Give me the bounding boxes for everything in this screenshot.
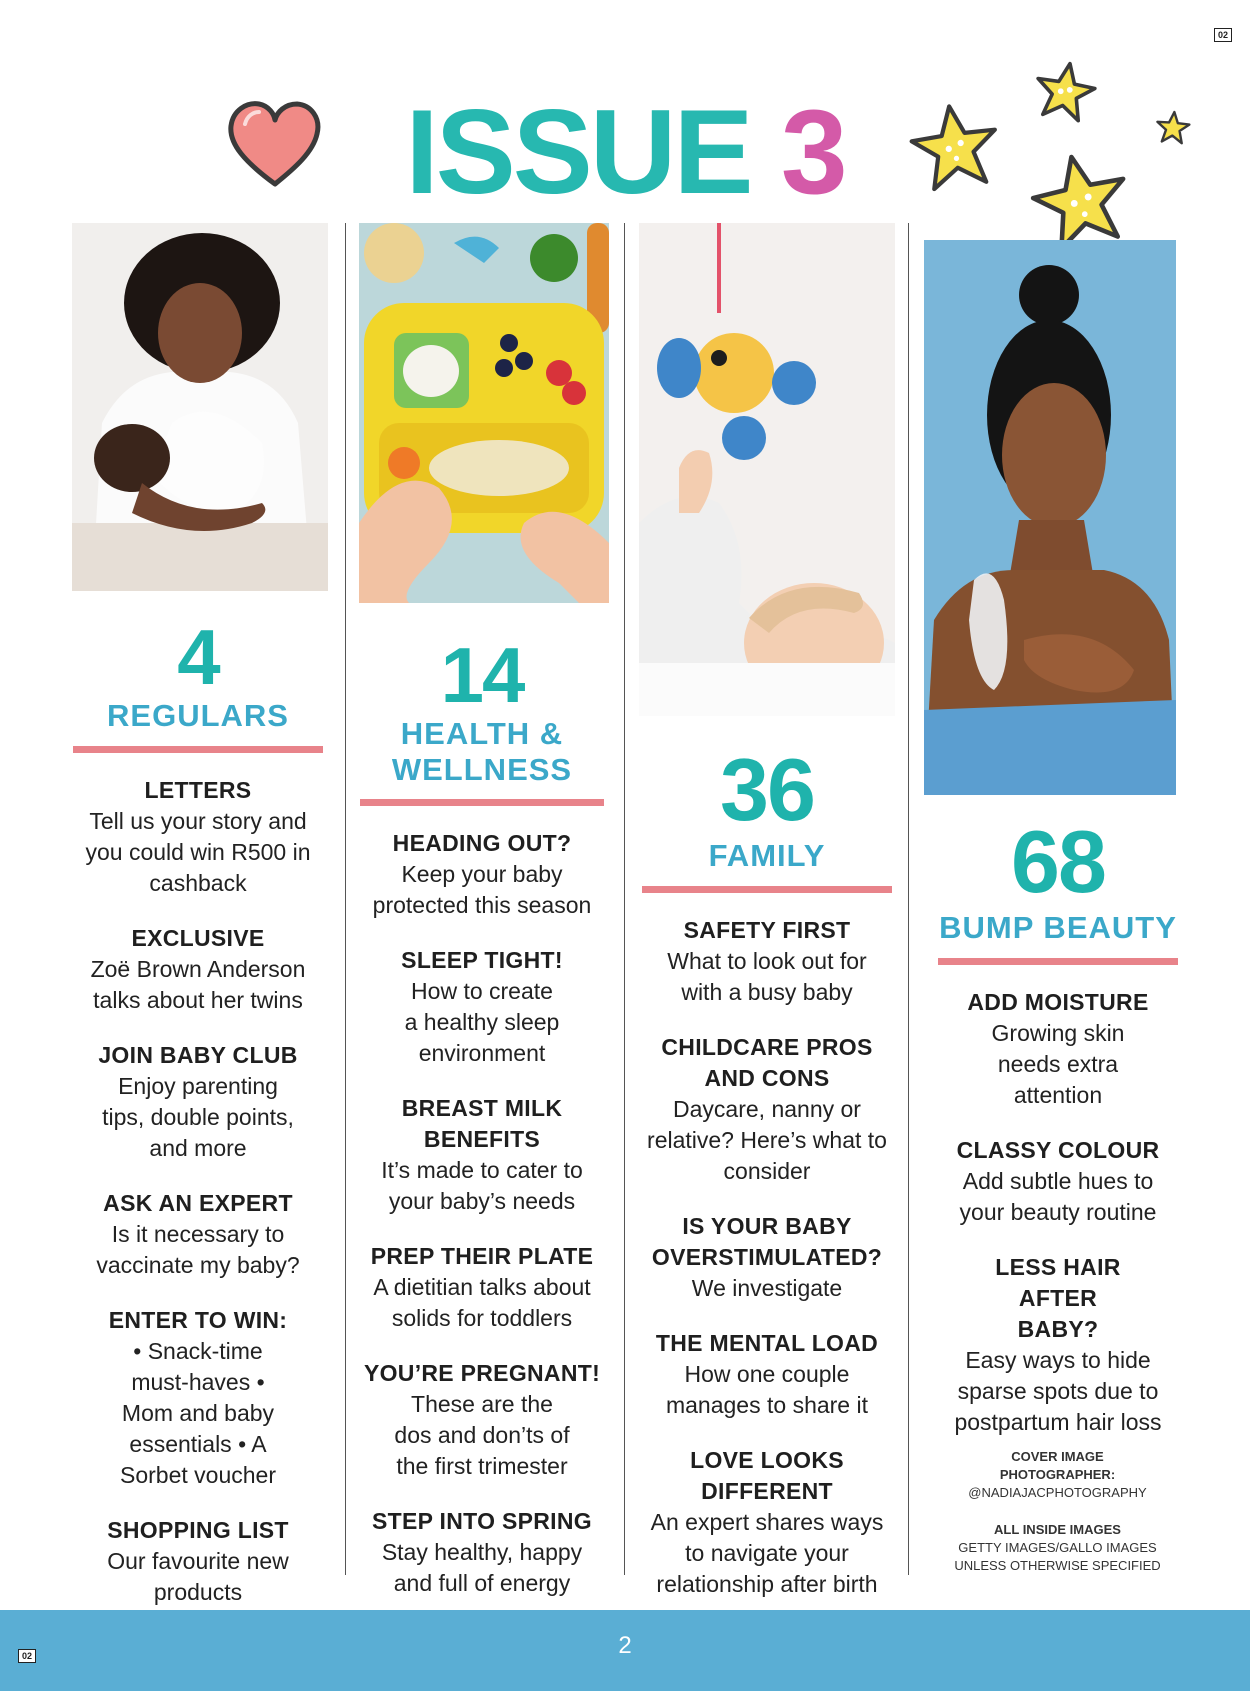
item-heading: THE MENTAL LOAD	[655, 1329, 879, 1356]
list-item[interactable]	[639, 1328, 895, 1421]
item-description: How to create a healthy sleep environment	[404, 978, 560, 1067]
star-icon	[905, 60, 1205, 270]
item-heading: BREAST MILK BENEFITS	[401, 1095, 563, 1153]
item-heading: ENTER TO WIN:	[108, 1306, 288, 1333]
item-heading: SAFETY FIRST	[683, 916, 851, 943]
item-heading: YOU’RE PREGNANT!	[363, 1360, 601, 1387]
list-item[interactable]	[72, 1188, 324, 1281]
item-description: Is it necessary to vaccinate my baby?	[96, 1220, 300, 1278]
list-item[interactable]	[72, 1305, 324, 1491]
section-page-number: 36	[720, 740, 814, 839]
column-divider	[624, 223, 625, 1575]
column-health-wellness	[356, 631, 608, 1623]
item-heading: LESS HAIR AFTER BABY?	[995, 1253, 1121, 1342]
section-page-number: 4	[177, 613, 219, 701]
list-item[interactable]	[639, 915, 895, 1008]
list-item[interactable]	[639, 1211, 895, 1304]
list-item[interactable]	[356, 1093, 608, 1217]
list-item[interactable]	[639, 1032, 895, 1187]
photo-toddler-plate	[359, 223, 609, 603]
page-tag-top: 02	[1214, 28, 1232, 42]
item-heading: SLEEP TIGHT!	[401, 947, 563, 974]
issue-word: ISSUE	[405, 85, 751, 219]
list-item[interactable]	[922, 987, 1194, 1111]
list-item[interactable]	[356, 945, 608, 1069]
section-rule	[938, 958, 1178, 965]
list-item[interactable]	[356, 1358, 608, 1482]
list-item[interactable]	[72, 775, 324, 899]
section-page-number: 68	[1011, 812, 1105, 911]
item-heading: EXCLUSIVE	[131, 924, 265, 951]
photo-woman-lotion	[924, 240, 1176, 795]
item-heading: ADD MOISTURE	[967, 988, 1149, 1015]
item-heading: STEP INTO SPRING	[372, 1508, 592, 1535]
section-title: FAMILY	[708, 838, 826, 873]
list-item[interactable]	[922, 1252, 1194, 1438]
item-heading: ASK AN EXPERT	[103, 1189, 293, 1216]
list-item[interactable]	[639, 1445, 895, 1600]
item-heading: SHOPPING LIST	[107, 1516, 289, 1543]
item-heading: IS YOUR BABY OVERSTIMULATED?	[651, 1212, 883, 1270]
section-title: BUMP BEAUTY	[939, 910, 1177, 945]
list-item[interactable]	[356, 1506, 608, 1599]
section-rule	[642, 886, 892, 893]
item-description: Enjoy parenting tips, double points, and more	[102, 1072, 294, 1161]
item-description: We investigate	[691, 1274, 843, 1301]
cover-credit-value: @NADIAJACPHOTOGRAPHY	[968, 1485, 1147, 1500]
section-rule	[360, 799, 604, 806]
item-heading: CHILDCARE PROS AND CONS	[661, 1033, 873, 1091]
item-description: Growing skin needs extra attention	[991, 1019, 1125, 1108]
item-description: How one couple manages to share it	[665, 1360, 868, 1418]
item-description: Easy ways to hide sparse spots due to postpartum hair loss	[954, 1346, 1162, 1435]
item-heading: PREP THEIR PLATE	[370, 1243, 594, 1270]
section-page-number: 14	[440, 631, 524, 719]
item-heading: HEADING OUT?	[392, 830, 572, 857]
list-item[interactable]	[922, 1135, 1194, 1228]
page-number: 2	[618, 1632, 632, 1659]
section-title: HEALTH & WELLNESS	[391, 716, 573, 787]
issue-number: 3	[780, 85, 845, 219]
column-regulars	[72, 613, 324, 1632]
item-description: Keep your baby protected this season	[372, 861, 592, 919]
item-description: Our favourite new products	[107, 1547, 289, 1605]
item-description: Tell us your story and you could win R500 in cashback	[85, 807, 311, 896]
photo-baby-toy	[639, 223, 895, 716]
list-item[interactable]	[356, 1241, 608, 1334]
list-item[interactable]	[356, 828, 608, 921]
item-description: It’s made to cater to your baby’s needs	[381, 1157, 583, 1215]
column-family	[639, 740, 895, 1624]
item-description: An expert shares ways to navigate your relationship after birth	[650, 1508, 884, 1597]
photo-mother-baby	[72, 223, 328, 591]
item-description: What to look out for with a busy baby	[667, 947, 867, 1005]
item-heading: LETTERS	[144, 776, 252, 803]
list-item[interactable]	[72, 1515, 324, 1608]
column-bump-beauty	[922, 812, 1194, 1462]
footer-bar	[0, 1610, 1250, 1691]
page-tag-bottom: 02	[18, 1649, 36, 1663]
section-rule	[73, 746, 323, 753]
item-description: Zoë Brown Anderson talks about her twins	[90, 955, 306, 1013]
column-divider	[345, 223, 346, 1575]
inside-credit-label: ALL INSIDE IMAGES	[994, 1522, 1121, 1537]
column-divider	[908, 223, 909, 1575]
item-description: A dietitian talks about solids for toddlers	[373, 1274, 591, 1332]
cover-credit-label: COVER IMAGE PHOTOGRAPHER:	[999, 1449, 1116, 1482]
item-description: • Snack-time must-haves • Mom and baby essentials • A Sorbet voucher	[120, 1337, 276, 1488]
item-heading: LOVE LOOKS DIFFERENT	[690, 1446, 844, 1504]
item-description: These are the dos and don’ts of the first trimester	[394, 1391, 570, 1480]
inside-credit-value: GETTY IMAGES/GALLO IMAGES UNLESS OTHERWISE SPECIFIED	[954, 1540, 1161, 1573]
item-heading: CLASSY COLOUR	[956, 1136, 1160, 1163]
item-heading: JOIN BABY CLUB	[98, 1041, 298, 1068]
item-description: Daycare, nanny or relative? Here’s what to consider	[647, 1095, 887, 1184]
item-description: Add subtle hues to your beauty routine	[959, 1167, 1157, 1225]
item-description: Stay healthy, happy and full of energy	[381, 1539, 583, 1597]
list-item[interactable]	[72, 923, 324, 1016]
inside-image-credits	[930, 1521, 1185, 1575]
list-item[interactable]	[72, 1040, 324, 1164]
section-title: REGULARS	[107, 698, 289, 733]
image-credits	[930, 1448, 1185, 1502]
